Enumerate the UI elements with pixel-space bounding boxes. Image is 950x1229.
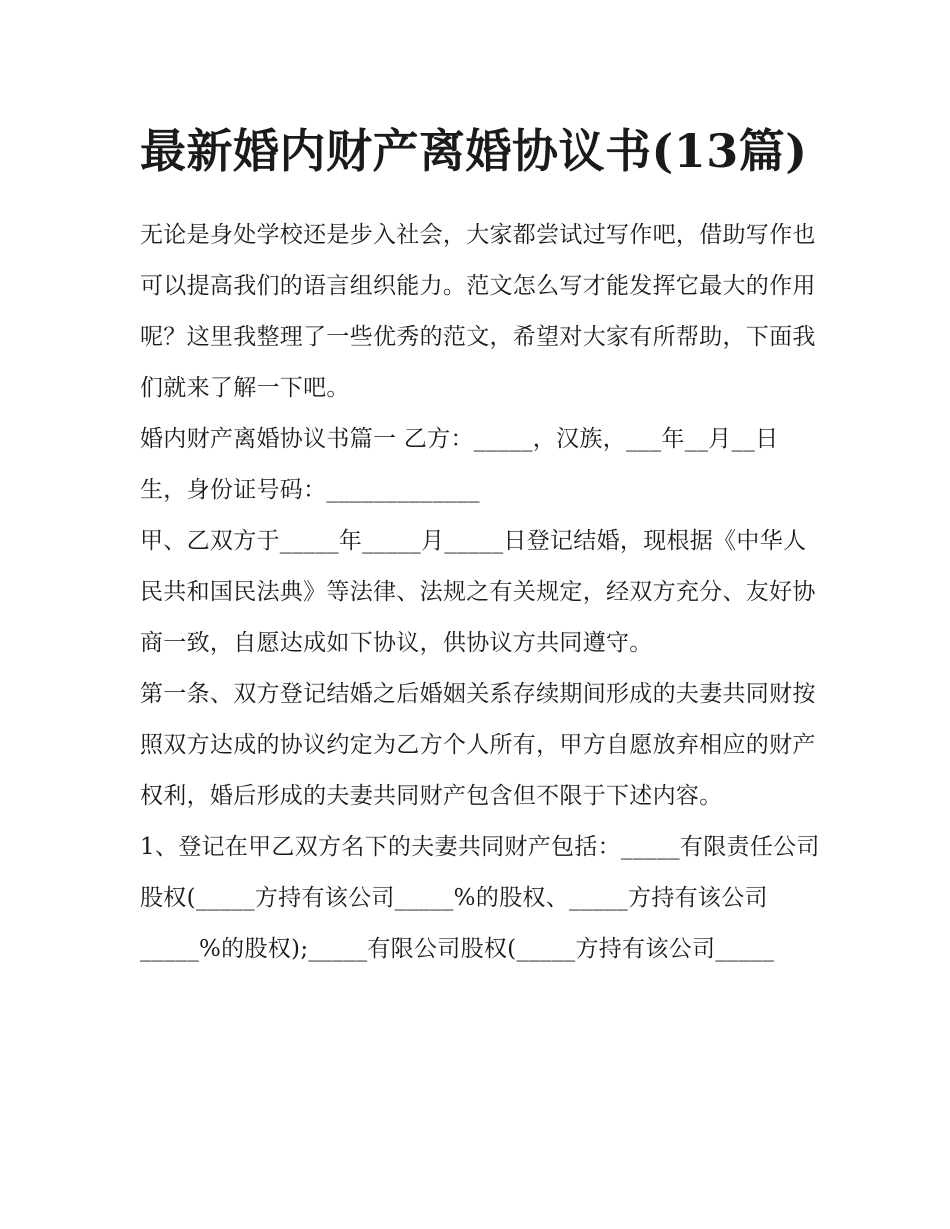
document-body [140, 112, 820, 975]
document-title: 最新婚内财产离婚协议书(13篇) [140, 124, 808, 178]
title-spacer [140, 190, 820, 210]
marriage-registration-paragraph: 甲、乙双方于_____年_____月_____日登记结婚，现根据《中华人民共和国民法典》等法律、法规之有关规定，经双方充分、友好协商一致，自愿达成如下协议，供协议方共同遵守。 [140, 528, 816, 656]
party-info-paragraph: 婚内财产离婚协议书篇一 乙方：_____，汉族，___年__月__日生，身份证号码：_____________ [140, 426, 779, 503]
intro-paragraph: 无论是身处学校还是步入社会，大家都尝试过写作吧，借助写作也可以提高我们的语言组织能力。范文怎么写才能发挥它最大的作用呢？这里我整理了一些优秀的范文，希望对大家有所帮助，下面我们就来了解一下吧。 [140, 222, 816, 401]
property-list-paragraph: 1、登记在甲乙双方名下的夫妻共同财产包括：_____有限责任公司股权(_____方持有该公司_____%的股权、_____方持有该公司_____%的股权);_____有限公司股权(_____方持有该公司_____ [140, 834, 820, 962]
article-one-paragraph: 第一条、双方登记结婚之后婚姻关系存续期间形成的夫妻共同财按照双方达成的协议约定为乙方个人所有，甲方自愿放弃相应的财产权利，婚后形成的夫妻共同财产包含但不限于下述内容。 [140, 681, 816, 809]
